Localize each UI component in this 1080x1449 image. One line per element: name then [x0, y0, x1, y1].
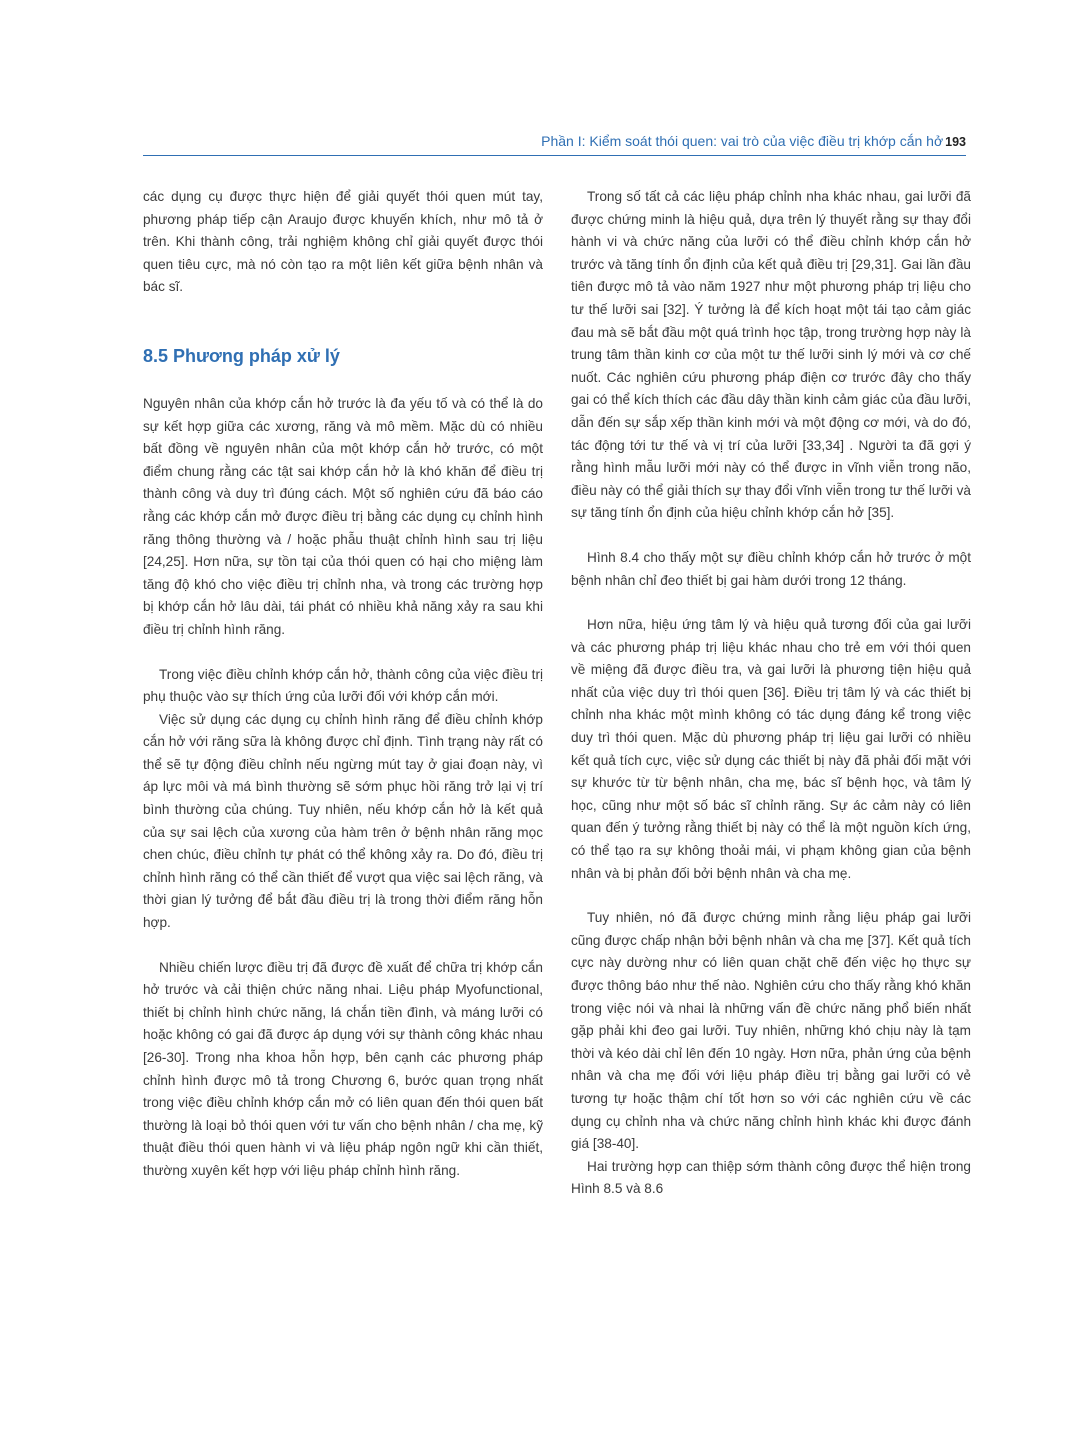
paragraph: Hơn nữa, hiệu ứng tâm lý và hiệu quả tương đối của gai lưỡi và các phương pháp trị liệu khác nhau cho trẻ em với thói quen về miệng đã được điều tra, và gai lưỡi là phương tiện hiệu quả nhất của việc duy trì thói quen [36]. Điều trị tâm lý và các thiết bị chỉnh nha khác một mình không có tác dụng đáng kể trong việc duy trì thói quen. Mặc dù phương pháp trị liệu gai lưỡi có nhiều kết quả tích cực, việc sử dụng các thiết bị này đã phải đối mặt với sự khước từ từ bệnh nhân, cha mẹ, bác sĩ bệnh học, và tâm lý học, cũng như một số bác sĩ chỉnh răng. Sự ác cảm này có liên quan đến ý tưởng rằng thiết bị này có thể là một nguồn kích ứng, có thể tạo ra sự không thoải mái, vi phạm không gian của bệnh nhân và bị phản đối bởi bệnh nhân và cha mẹ.	[571, 617, 971, 881]
paragraph: Trong việc điều chỉnh khớp cắn hở, thành công của việc điều trị phụ thuộc vào sự thích ứng của lưỡi đối với khớp cắn mới.	[143, 666, 543, 705]
running-title: Phần I: Kiểm soát thói quen: vai trò của việc điều trị khớp cắn hở	[541, 133, 944, 149]
paragraph: Việc sử dụng các dụng cụ chỉnh hình răng để điều chỉnh khớp cắn hở với răng sữa là không được chỉ định. Tình trạng này rất có thể sẽ tự động điều chỉnh nếu ngừng mút tay ở giai đoạn này, vì áp lực môi và má bình thường sẽ sớm phục hồi răng trở lại vị trí bình thường của chúng. Tuy nhiên, nếu khớp cắn hở là kết quả của sự sai lệch của xương của hàm trên ở bệnh nhân răng mọc chen chúc, điều chỉnh tự phát có thể không xảy ra. Do đó, điều trị chỉnh hình răng có thể cần thiết để vượt qua việc sai lệch răng, và thời gian lý tưởng để bắt đầu điều trị là trong thời điểm răng hỗn hợp.	[143, 711, 543, 931]
page-header	[143, 131, 966, 156]
paragraph: Nguyên nhân của khớp cắn hở trước là đa yếu tố và có thể là do sự kết hợp giữa các xương, răng và mô mềm. Mặc dù có nhiều bất đồng về nguyên nhân của một khớp cắn hở trước, có một điểm chung rằng các tật sai khớp cắn hở là khó khăn để điều trị thành công và duy trì đúng cách. Một số nghiên cứu đã báo cáo rằng các khớp cắn mở được điều trị bằng các dụng cụ chỉnh hình răng thông thường và / hoặc phẫu thuật chỉnh hình sau trị liệu [24,25]. Hơn nữa, sự tồn tại của thói quen có hại cho miệng làm tăng độ khó cho việc điều trị chỉnh nha, và trong các trường hợp bị khớp cắn hở lâu dài, tái phát có nhiều khả năng xảy ra sau khi điều trị chỉnh hình răng.	[143, 395, 543, 637]
section-title: 8.5 Phương pháp xử lý	[143, 345, 340, 366]
paragraph: Tuy nhiên, nó đã được chứng minh rằng liệu pháp gai lưỡi cũng được chấp nhận bởi bệnh nhân và cha mẹ [37]. Kết quả tích cực này dường như có liên quan chặt chẽ đến việc họ thực sự được thông báo như thế nào. Nghiên cứu cho thấy rằng khó khăn trong việc nói và nhai là những vấn đề chức năng phổ biến nhất gặp phải khi đeo gai lưỡi. Tuy nhiên, những khó chịu này là tạm thời và kéo dài chỉ lên đến 10 ngày. Hơn nữa, phản ứng của bệnh nhân và cha mẹ đối với liệu pháp điều trị bằng gai lưỡi có vẻ tương tự hoặc thậm chí tốt hơn so với các nghiên cứu về các dụng cụ chỉnh nha và chức năng chỉnh hình khác khi được đánh giá [38-40].	[571, 910, 971, 1152]
paragraph: Hình 8.4 cho thấy một sự điều chỉnh khớp cắn hở trước ở một bệnh nhân chỉ đeo thiết bị gai hàm dưới trong 12 tháng.	[571, 549, 971, 588]
paragraph: Hai trường hợp can thiệp sớm thành công được thể hiện trong Hình 8.5 và 8.6	[571, 1158, 971, 1197]
right-column	[571, 186, 971, 1201]
left-column	[143, 186, 543, 1183]
page-number: 193	[945, 135, 966, 149]
paragraph: Trong số tất cả các liệu pháp chỉnh nha khác nhau, gai lưỡi đã được chứng minh là hiệu quả, dựa trên lý thuyết rằng sự thay đổi hành vi và chức năng của lưỡi có thể điều chỉnh khớp cắn hở trước và tăng tính ổn định của kết quả điều trị [29,31]. Gai lần đầu tiên được mô tả vào năm 1927 như một phương pháp trị liệu cho tư thế lưỡi sai [32]. Ý tưởng là để kích hoạt một tái tạo cảm giác đau mà sẽ bắt đầu một quá trình học tập, trong trường hợp này là trung tâm thần kinh cơ của một tư thế lưỡi sinh lý mới và cơ chế nuốt. Các nghiên cứu phương pháp điện cơ trước đây cho thấy gai có thể kích thích các đầu dây thần kinh cảm giác của đầu lưỡi, dẫn đến sự sắp xếp thần kinh mới và một động cơ mới, và do đó, tác động tới tư thế và vị trí của lưỡi [33,34] . Người ta đã gợi ý rằng hình mẫu lưỡi mới này có thể được in vĩnh viễn trong não, điều này có thể giải thích sự thay đổi vĩnh viễn trong tư thế lưỡi và sự tăng tính ổn định của hiệu chỉnh khớp cắn hở [35].	[571, 189, 971, 521]
paragraph: Nhiều chiến lược điều trị đã được đề xuất để chữa trị khớp cắn hở trước và cải thiện chức năng nhai. Liệu pháp Myofunctional, thiết bị chỉnh hình chức năng, lá chắn tiền đình, và máng lưỡi có hoặc không có gai đã được áp dụng với sự thành công khác nhau [26-30]. Trong nha khoa hỗn hợp, bên cạnh các phương pháp chỉnh hình được mô tả trong Chương 6, bước quan trọng nhất trong việc điều chỉnh khớp cắn mở có liên quan đến thói quen bất thường là loại bỏ thói quen với tư vấn cho bệnh nhân / cha mẹ, kỹ thuật điều thói quen hành vi và liệu pháp ngôn ngữ khi cần thiết, thường xuyên kết hợp với liệu pháp chỉnh hình răng.	[143, 959, 543, 1178]
paragraph: các dụng cụ được thực hiện để giải quyết thói quen mút tay, phương pháp tiếp cận Araujo được khuyến khích, như mô tả ở trên. Khi thành công, trải nghiệm không chỉ giải quyết được thói quen tiêu cực, mà nó còn tạo ra một liên kết giữa bệnh nhân và bác sĩ.	[143, 189, 543, 295]
